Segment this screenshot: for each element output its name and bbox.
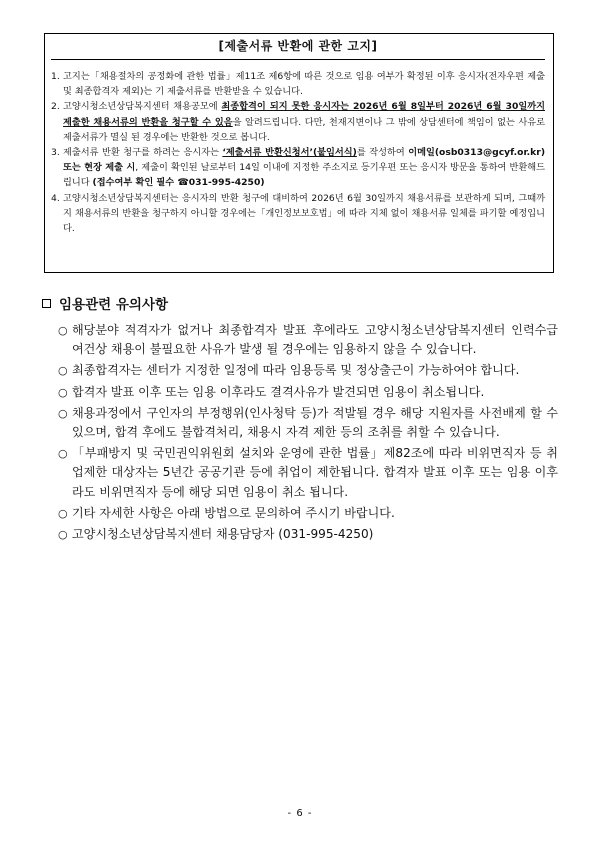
notice-item-number: 4. [51,192,60,204]
list-item-text: 채용과정에서 구인자의 부정행위(인사청탁 등)가 적발될 경우 해당 지원자를 사전배제 할 수 있으며, 합격 후에도 불합격처리, 채용시 자격 제한 등의 조취를 취할 수 있습니다. [72,405,558,440]
list-item [58,383,558,402]
circle-bullet-icon: ○ [58,324,68,337]
notice-item-number: 3. [51,147,60,159]
notice-text-segment: 를 작성하여 [356,147,409,159]
list-item [58,525,558,544]
notice-email-text: 이메일(osb0313@gcyf.or.kr) 또는 현장 제출 시 [63,147,546,174]
notice-item-4 [51,191,545,237]
circle-bullet-icon: ○ [58,385,68,399]
list-item-text: 합격자 발표 이후 또는 임용 이후라도 결격사유가 발견되면 임용이 취소됩니다. [72,384,485,399]
notice-item-number: 2. [51,101,60,113]
notice-item-2 [51,99,545,145]
notice-title: [제출서류 반환에 관한 고지] [51,37,545,60]
square-bullet-icon [42,299,51,308]
notice-item-text [63,99,545,145]
notice-emphasis: 최종합격이 되지 못한 응시자는 2026년 6월 8일부터 2026년 6월 30일까지 제출한 채용서류의 반환을 청구할 수 있음 [63,101,545,128]
notice-phone-text: (접수여부 확인 필수 ☎031-995-4250) [92,177,265,189]
list-item [58,504,558,523]
notice-box [44,33,554,273]
notice-item-text: 고지는「채용절차의 공정화에 관한 법률」제11조 제6항에 따른 것으로 임용 여부가 확정된 이후 응시자(전자우편 제출 및 최종합격자 제외)는 기 제출서류를 반환받을 수 있습니다. [63,71,545,98]
list-item [58,321,558,359]
notice-list [51,69,545,236]
notice-text-segment: , 제출이 확인된 날로부터 14일 이내에 지정한 주소지로 등기우편 또는 응시자 방문을 통하여 반환해드립니다 [63,162,545,189]
circle-bullet-icon: ○ [58,528,68,542]
notice-item-text [63,145,545,191]
list-item-text: 「부패방지 및 국민권익위원회 설치와 운영에 관한 법률」제82조에 따라 비위면직자 등 취업제한 대상자는 5년간 공공기관 등에 취업이 제한됩니다. 합격자 발표 이후 또는 임용 이후라도 비위면직자 등에 해당 되면 임용이 취소 됩니다. [72,446,558,499]
circle-bullet-icon: ○ [58,506,68,520]
page-number: - 6 - [287,808,313,819]
section-heading [42,293,168,313]
circle-bullet-icon: ○ [58,406,68,420]
notes-list [58,321,558,546]
notice-item-number: 1. [51,71,60,82]
list-item-text: 최종합격자는 센터가 지정한 일정에 따라 임용등록 및 정상출근이 가능하여야 합니다. [72,363,520,378]
section-title: 임용관련 유의사항 [59,297,169,313]
list-item [58,361,558,380]
notice-item-text: 고양시청소년상담복지센터는 응시자의 반환 청구에 대비하여 2026년 6월 30일까지 채용서류를 보관하게 되며, 그때까지 채용서류의 반환을 청구하지 아니할 경우에는「개인정보보호법」에 따라 지체 없이 채용서류 일체를 파기할 예정입니다. [63,192,545,235]
notice-item-3 [51,145,545,191]
list-item-text: 고양시청소년상담복지센터 채용담당자 (031-995-4250) [72,527,374,542]
list-item-text: 해당분야 적격자가 없거나 최종합격자 발표 후에라도 고양시청소년상담복지센터 인력수급 여건상 채용이 불필요한 사유가 발생 될 경우에는 임용하지 않을 수 있습니다. [72,323,558,357]
notice-text-segment: 고양시청소년상담복지센터 채용공모에 [63,101,222,113]
list-item [58,444,558,502]
circle-bullet-icon: ○ [58,364,68,378]
list-item [58,404,558,442]
notice-item-1 [51,69,545,99]
circle-bullet-icon: ○ [58,447,68,461]
notice-emphasis: ‘제출서류 반환신청서’(붙임서식) [222,147,357,159]
list-item-text: 기타 자세한 사항은 아래 방법으로 문의하여 주시기 바랍니다. [72,505,395,520]
notice-text-segment: 제출서류 반환 청구를 하려는 응시자는 [63,147,223,159]
notice-text-segment: 을 알려드립니다. 다만, 천재지변이나 그 밖에 상담센터에 책임이 없는 사유로 제출서류가 멸실 된 경우에는 반환한 것으로 봅니다. [63,116,545,143]
